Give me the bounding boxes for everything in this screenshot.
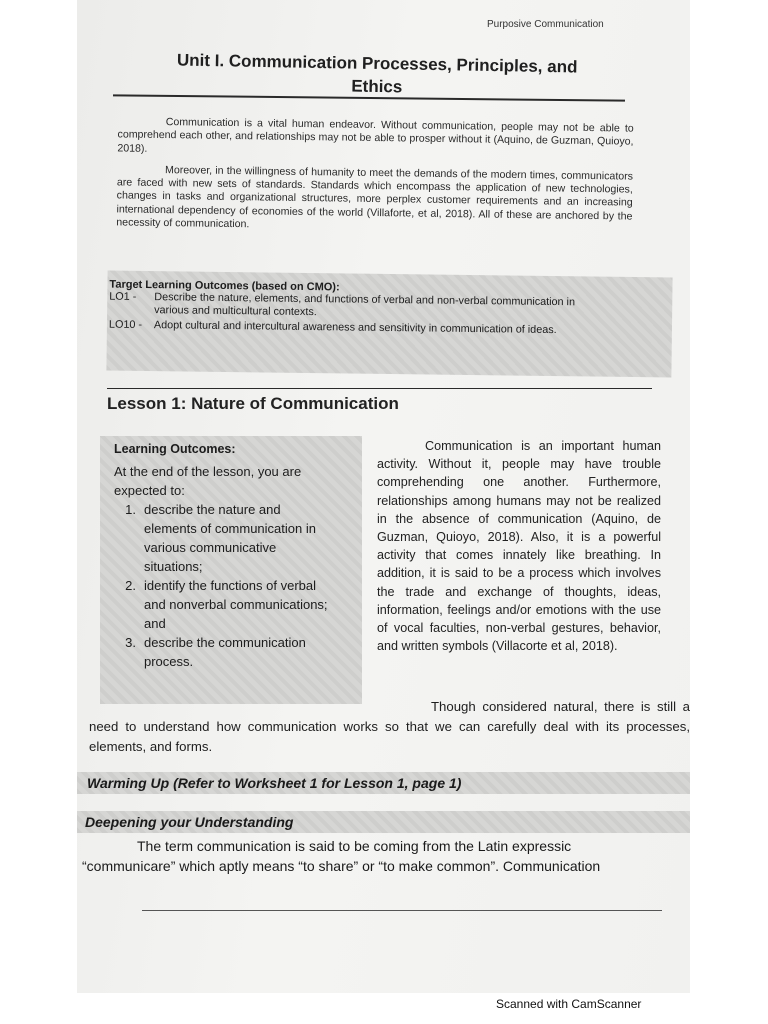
lesson-rule — [107, 388, 652, 389]
intro-paragraph-1: Communication is a vital human endeavor. Without communication, people may not be able to comprehend each other, and relationships may not be able to prosper without it (Aquino, de Guzman, Quioyo, 2018). — [117, 116, 634, 155]
warming-up-band — [77, 772, 690, 794]
unit-intro — [116, 115, 634, 237]
item-text: identify the functions of verbal and nonverbal communications; and — [144, 578, 328, 631]
lesson-title: Lesson 1: Nature of Communication — [107, 394, 399, 413]
term-line-1: The term communication is said to be coming from the Latin expressic — [137, 838, 572, 854]
continuation-text: Though considered natural, there is still a need to understand how communication works so that we can carefully deal with its processes, elements, and forms. — [89, 699, 690, 754]
deepening-heading: Deepening your Understanding — [85, 814, 294, 830]
deepening-band — [77, 811, 690, 833]
intro-paragraph-2: Moreover, in the willingness of humanity to meet the demands of the modern times, communicators are faced with new sets of standards. Standards which encompass the application of new technologies, changes in tasks and organizational structures, more perplex customer requirements and an increasing international dependency of economies of the world (Villaforte, et al, 2018). All of these are anchored by the necessity of communication. — [116, 163, 634, 231]
learning-outcome-item — [114, 500, 352, 576]
item-text: describe the nature and elements of communication in various communicative situations; — [144, 502, 316, 574]
unit-title-line2: Ethics — [351, 76, 403, 97]
lesson-body-column — [377, 437, 661, 655]
learning-outcome-item — [114, 576, 352, 633]
outcome-text: Adopt cultural and intercultural awareness and sensitivity in communication of ideas. — [153, 319, 557, 337]
learning-outcomes-box — [100, 436, 362, 704]
learning-outcomes-heading: Learning Outcomes: — [114, 442, 236, 456]
bottom-rule — [142, 910, 662, 911]
warming-up-heading: Warming Up (Refer to Worksheet 1 for Lesson 1, page 1) — [87, 775, 462, 791]
target-outcomes-box — [106, 271, 672, 378]
learning-outcomes-intro: At the end of the lesson, you are expected to: — [114, 464, 302, 498]
scanned-page — [77, 0, 690, 993]
term-paragraph — [82, 836, 690, 876]
item-number: 1. — [125, 502, 136, 517]
item-number: 2. — [125, 578, 136, 593]
term-line-2: “communicare” which aptly means “to share” or “to make common”. Communication — [82, 858, 601, 874]
unit-title-line1: Unit I. Communication Processes, Principles, and — [176, 50, 578, 77]
course-header: Purposive Communication — [487, 19, 604, 30]
outcome-code: LO1 - — [109, 290, 137, 303]
outcome-text: Describe the nature, elements, and functions of verbal and non-verbal communication in various and multicultural contexts. — [154, 291, 576, 319]
learning-outcome-item — [114, 633, 352, 671]
scanner-watermark: Scanned with CamScanner — [496, 997, 642, 1011]
item-number: 3. — [125, 635, 136, 650]
continuation-paragraph — [89, 697, 690, 757]
target-outcomes-title: Target Learning Outcomes (based on CMO): — [109, 278, 340, 294]
target-outcome-item — [109, 291, 672, 324]
lesson-body-text: Communication is an important human activity. Without it, people may have trouble comprehending one another. Furthermore, relationships among humans may not be realized in the absence of communication (Aquino, de Guzman, Quioyo, 2018). Also, it is a powerful activity that comes innately like breathing. In addition, it is said to be a process which involves the trade and exchange of thoughts, ideas, information, feelings and/or emotions with the use of vocal faculties, non-verbal gestures, behavior, and written symbols (Villacorte et al, 2018). — [377, 439, 661, 654]
item-text: describe the communication process. — [144, 635, 306, 669]
outcome-code: LO10 - — [108, 318, 143, 331]
